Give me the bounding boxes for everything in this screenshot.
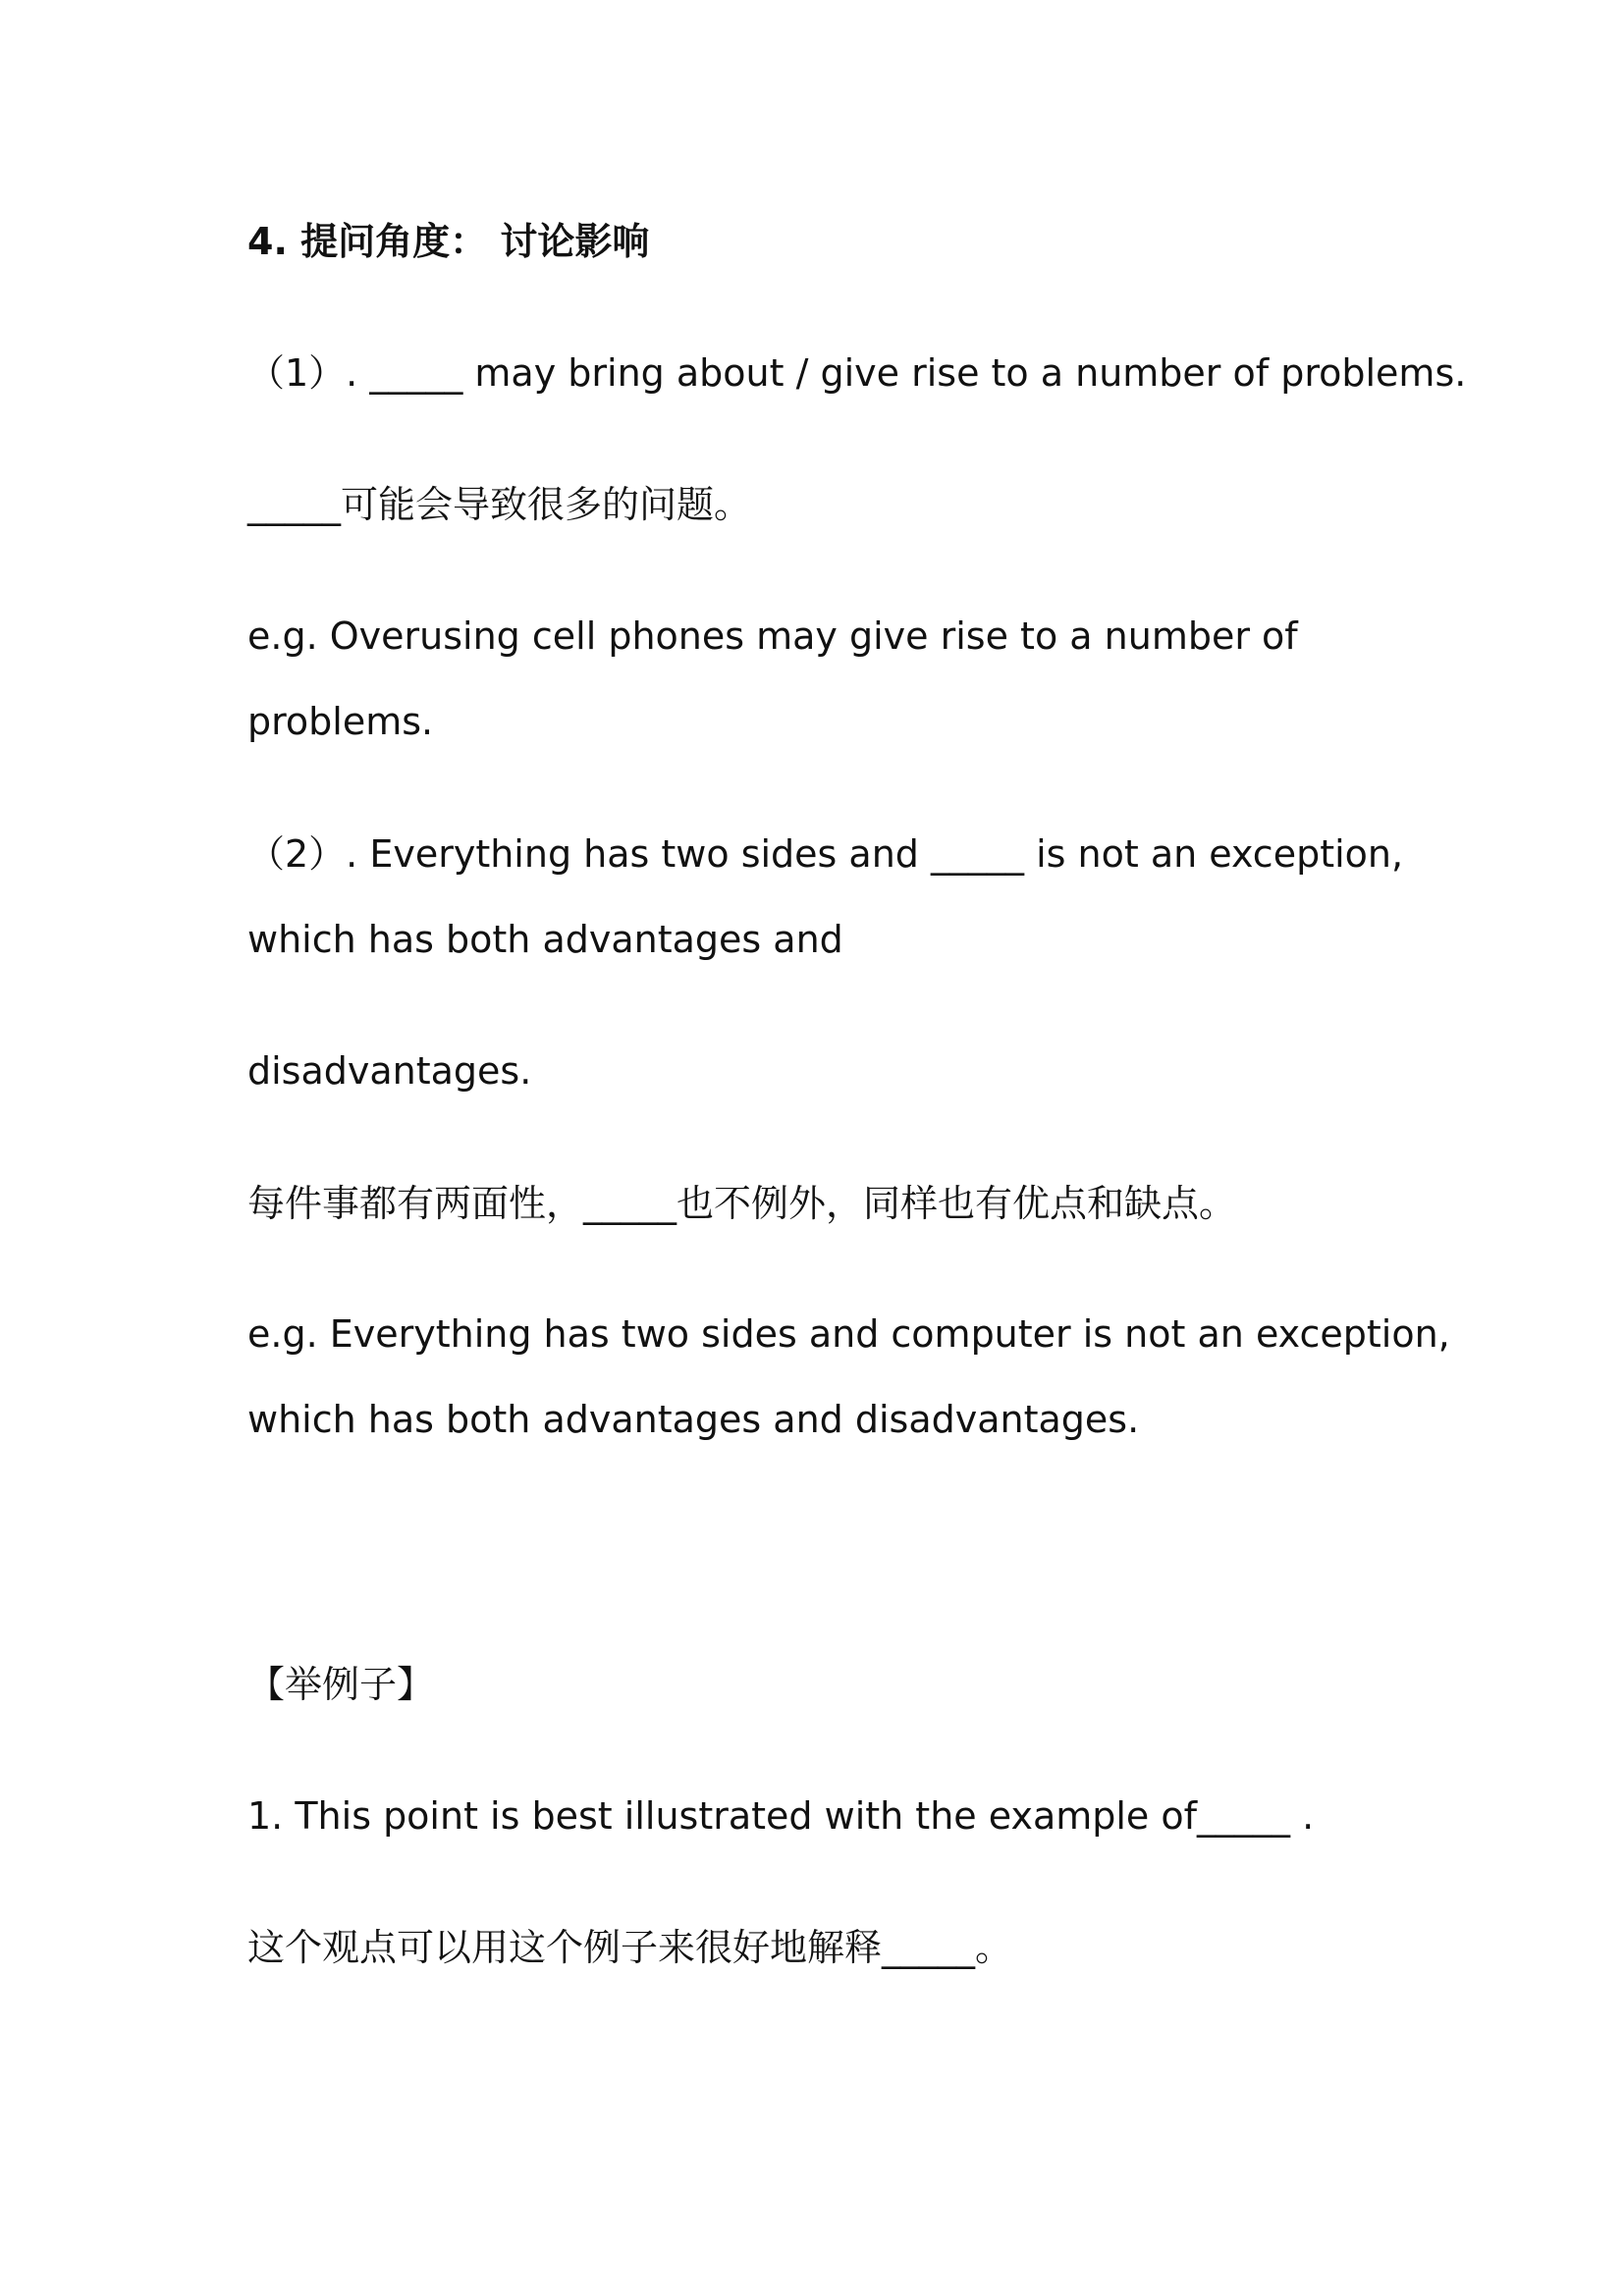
example-phrase-1-sentence: 1. This point is best illustrated with the example of_____ .	[247, 1794, 1315, 1838]
phrase-1-example-line-2: problems.	[247, 700, 434, 743]
phrase-2-example-line-1: e.g. Everything has two sides and computer is not an exception,	[247, 1312, 1450, 1356]
example-phrase-1-translation: 这个观点可以用这个例子来很好地解释_____。	[247, 1926, 1013, 1969]
phrase-1-sentence: （1）. _____ may bring about / give rise to a number of problems.	[247, 351, 1467, 395]
phrase-2-sentence-line-3: disadvantages.	[247, 1049, 532, 1093]
phrase-2-example-line-2: which has both advantages and disadvantages.	[247, 1398, 1140, 1441]
examples-section-title: 【举例子】	[247, 1663, 435, 1706]
phrase-2-sentence-line-1: （2）. Everything has two sides and _____ is not an exception,	[247, 832, 1404, 876]
section-heading: 4. 提问角度： 讨论影响	[247, 220, 650, 263]
phrase-1-example-line-1: e.g. Overusing cell phones may give rise to a number of	[247, 614, 1298, 658]
phrase-2-sentence-line-2: which has both advantages and	[247, 918, 843, 961]
phrase-2-translation: 每件事都有两面性，_____也不例外，同样也有优点和缺点。	[247, 1182, 1237, 1225]
phrase-1-translation: _____可能会导致很多的问题。	[247, 483, 752, 526]
